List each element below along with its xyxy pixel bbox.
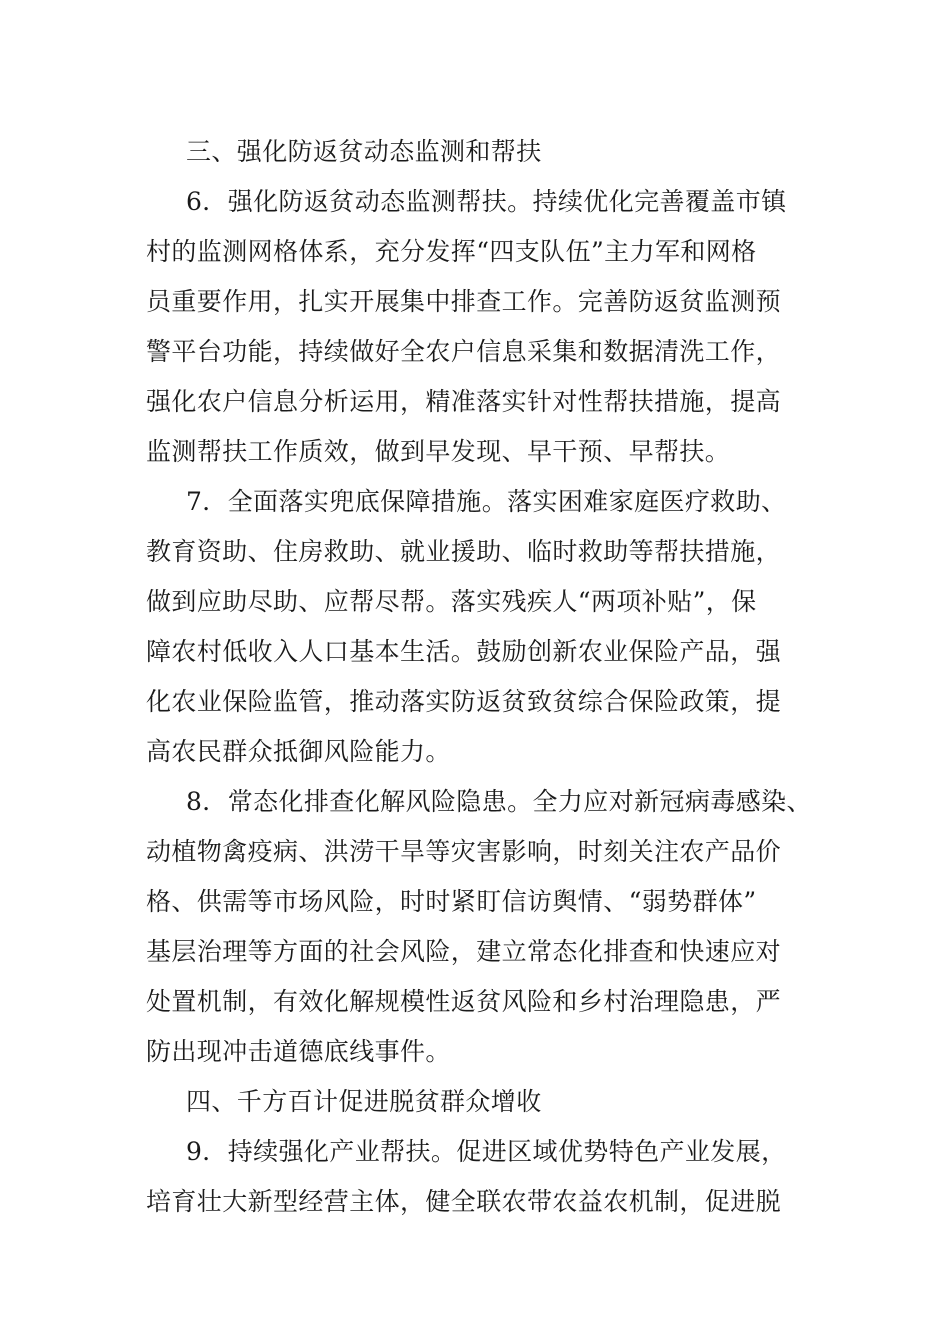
text-line: 培育壮大新型经营主体，健全联农带农益农机制，促进脱 xyxy=(146,1187,782,1216)
text-line: 处置机制，有效化解规模性返贫风险和乡村治理隐患，严 xyxy=(146,987,782,1016)
text-line: 监测帮扶工作质效，做到早发现、早干预、早帮扶。 xyxy=(146,437,731,466)
text-line: 障农村低收入人口基本生活。鼓励创新农业保险产品，强 xyxy=(146,637,782,666)
text-line: 强化农户信息分析运用，精准落实针对性帮扶措施，提高 xyxy=(146,387,782,416)
text-line: 基层治理等方面的社会风险，建立常态化排查和快速应对 xyxy=(146,937,782,966)
text-line: 做到应助尽助、应帮尽帮。落实残疾人“两项补贴”，保 xyxy=(146,587,757,616)
section-heading: 四、千方百计促进脱贫群众增收 xyxy=(186,1087,542,1116)
paragraph-first-line: 7．全面落实兜底保障措施。落实困难家庭医疗救助、 xyxy=(186,487,787,516)
text-line: 员重要作用，扎实开展集中排查工作。完善防返贫监测预 xyxy=(146,287,782,316)
paragraph-first-line: 8．常态化排查化解风险隐患。全力应对新冠病毒感染、 xyxy=(186,787,812,816)
paragraph-first-line: 6．强化防返贫动态监测帮扶。持续优化完善覆盖市镇 xyxy=(186,187,787,216)
text-line: 格、供需等市场风险，时时紧盯信访舆情、“弱势群体” xyxy=(146,887,757,916)
section-heading: 三、强化防返贫动态监测和帮扶 xyxy=(186,137,542,166)
text-line: 动植物禽疫病、洪涝干旱等灾害影响，时刻关注农产品价 xyxy=(146,837,782,866)
text-line: 化农业保险监管，推动落实防返贫致贫综合保险政策，提 xyxy=(146,687,782,716)
text-line: 防出现冲击道德底线事件。 xyxy=(146,1037,451,1066)
document-body xyxy=(146,127,836,1227)
text-line: 村的监测网格体系，充分发挥“四支队伍”主力军和网格 xyxy=(146,237,757,266)
text-line: 警平台功能，持续做好全农户信息采集和数据清洗工作， xyxy=(146,337,782,366)
paragraph-first-line: 9．持续强化产业帮扶。促进区域优势特色产业发展， xyxy=(186,1137,787,1166)
text-line: 高农民群众抵御风险能力。 xyxy=(146,737,451,766)
text-line: 教育资助、住房救助、就业援助、临时救助等帮扶措施， xyxy=(146,537,782,566)
